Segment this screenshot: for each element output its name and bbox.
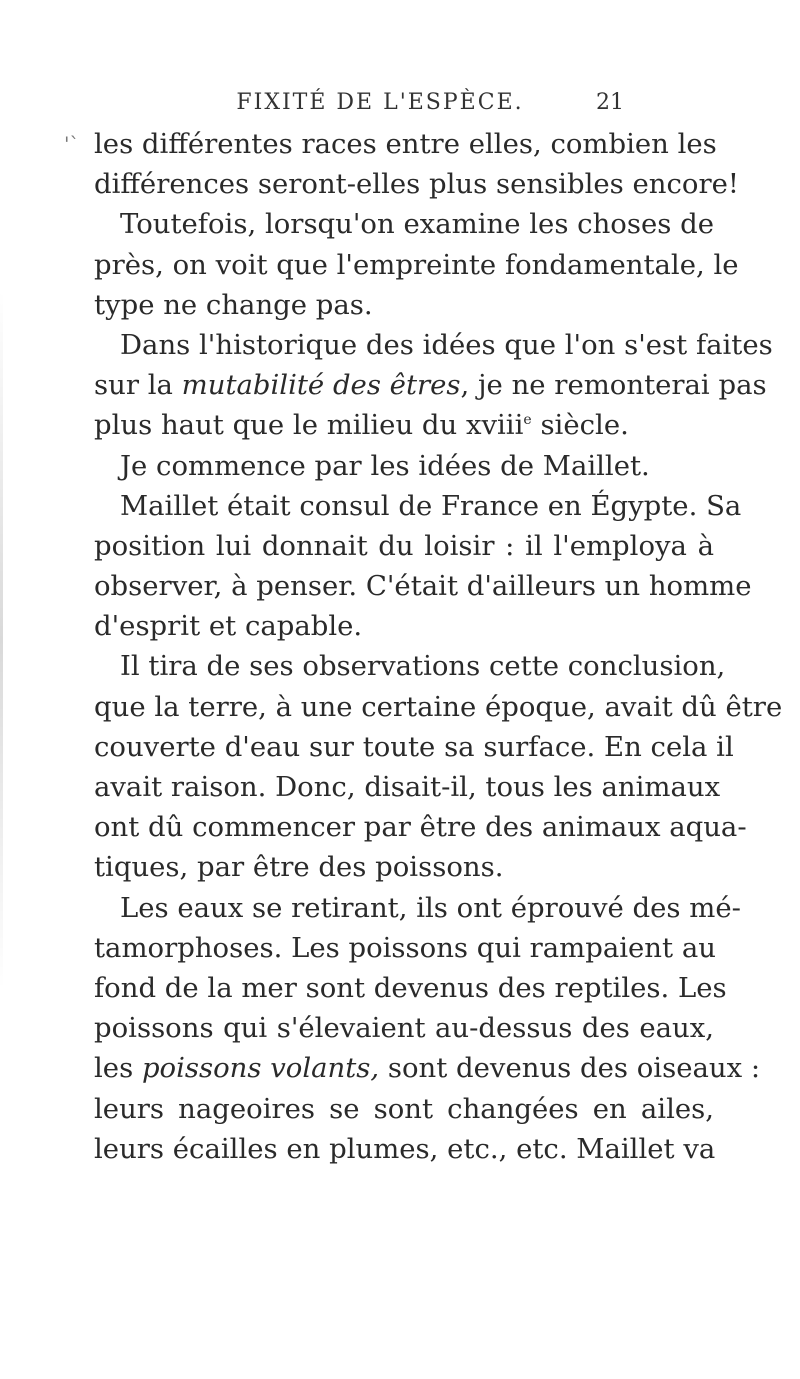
text-line: poissons qui s'élevaient au-dessus des eaux,	[94, 1012, 714, 1045]
text-line: différences seront-elles plus sensibles encore!	[94, 168, 739, 201]
text-line: type ne change pas.	[94, 288, 373, 321]
text-line: les différentes races entre elles, combien les	[94, 128, 717, 160]
text-span: plus haut que le milieu du xviii	[94, 409, 524, 442]
text-line: tiques, par être des poissons.	[94, 851, 504, 884]
text-line: couverte d'eau sur toute sa surface. En cela il	[94, 730, 734, 763]
text-line: Maillet était consul de France en Égypte. Sa	[120, 489, 742, 522]
text-line: Les eaux se retirant, ils ont éprouvé des mé-	[120, 891, 741, 924]
text-line: position lui donnait du loisir : il l'employa à	[94, 529, 714, 562]
text-line: Il tira de ses observations cette conclusion,	[120, 650, 726, 683]
text-span: les	[94, 1052, 142, 1085]
text-line: observer, à penser. C'était d'ailleurs un homme	[94, 570, 752, 603]
margin-mark: '`	[64, 132, 80, 156]
text-line: d'esprit et capable.	[94, 610, 363, 643]
italic-phrase: mutabilité des êtres	[181, 369, 461, 402]
text-line: Je commence par les idées de Maillet.	[120, 449, 650, 482]
body-text	[94, 124, 783, 1169]
text-span: sont devenus des oiseaux :	[379, 1052, 761, 1085]
text-line: leurs écailles en plumes, etc., etc. Maillet va	[94, 1132, 716, 1165]
text-line	[94, 1048, 761, 1088]
text-line: fond de la mer sont devenus des reptiles. Les	[94, 971, 727, 1004]
page-edge-shadow	[0, 290, 3, 990]
superscript: e	[523, 412, 532, 429]
italic-phrase: poissons volants,	[141, 1052, 380, 1085]
text-span: sur la	[94, 369, 182, 402]
text-line: que la terre, à une certaine époque, avait dû être	[94, 690, 783, 723]
text-line: tamorphoses. Les poissons qui rampaient au	[94, 931, 716, 964]
text-line: avait raison. Donc, disait-il, tous les animaux	[94, 771, 721, 803]
page-number: 21	[596, 90, 624, 115]
text-line: près, on voit que l'empreinte fondamentale, le	[94, 248, 739, 281]
text-span: siècle.	[531, 409, 629, 442]
text-line: leurs nageoires se sont changées en ailes,	[94, 1092, 714, 1125]
running-head: FIXITÉ DE L'ESPÈCE.	[236, 90, 524, 115]
text-span: , je ne remonterai pas	[460, 369, 767, 402]
text-line: Toutefois, lorsqu'on examine les choses de	[120, 208, 714, 241]
text-line	[94, 405, 714, 445]
text-line: ont dû commencer par être des animaux aqua-	[94, 811, 747, 844]
text-line	[94, 365, 767, 405]
text-line: Dans l'historique des idées que l'on s'est faites	[120, 328, 773, 361]
